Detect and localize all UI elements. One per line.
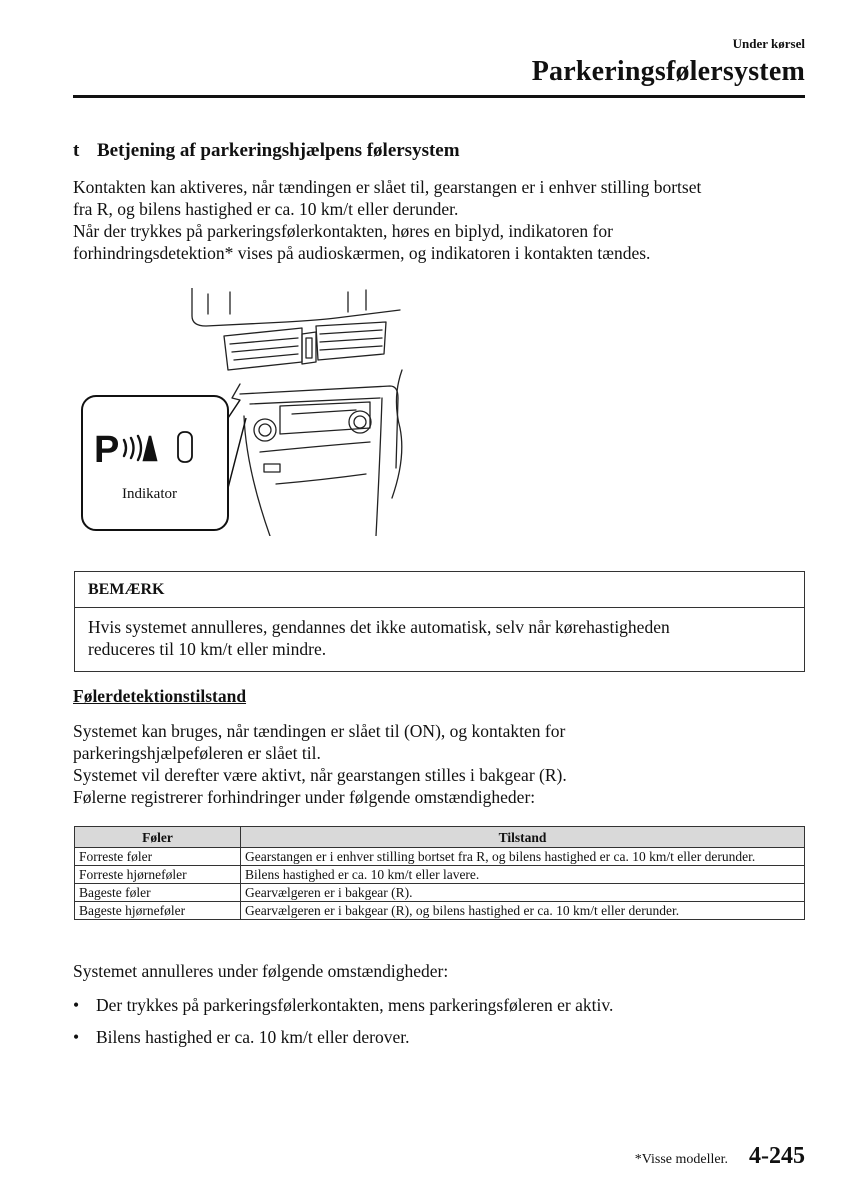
detection-line: Systemet vil derefter være aktivt, når gearstangen stilles i bakgear (R). — [73, 765, 567, 785]
list-item — [73, 994, 813, 1016]
sensor-cell: Bageste hjørneføler — [75, 902, 241, 920]
condition-cell: Gearstangen er i enhver stilling bortset fra R, og bilens hastighed er ca. 10 km/t eller derunder. — [241, 848, 805, 866]
section-heading-text: Betjening af parkeringshjælpens følersystem — [97, 140, 460, 161]
condition-cell: Gearvælgeren er i bakgear (R). — [241, 884, 805, 902]
section-heading — [73, 140, 460, 162]
table-row — [75, 866, 805, 884]
condition-cell: Gearvælgeren er i bakgear (R), og bilens hastighed er ca. 10 km/t eller derunder. — [241, 902, 805, 920]
running-header-section: Under kørsel — [732, 36, 805, 51]
table-row — [75, 848, 805, 866]
column-header-sensor: Føler — [75, 827, 241, 848]
list-item-text: Der trykkes på parkeringsfølerkontakten, mens parkeringsføleren er aktiv. — [96, 995, 614, 1015]
bullet-icon: • — [73, 1027, 80, 1047]
cancel-intro: Systemet annulleres under følgende omstændigheder: — [73, 961, 449, 981]
section-marker: t — [73, 140, 80, 161]
table-header-row — [75, 827, 805, 848]
bullet-icon: • — [73, 995, 80, 1015]
indicator-lamp — [178, 432, 192, 462]
sensor-cell: Forreste hjørneføler — [75, 866, 241, 884]
header-rule — [73, 95, 805, 98]
note-body — [75, 608, 804, 668]
table-row — [75, 902, 805, 920]
sensor-cell: Forreste føler — [75, 848, 241, 866]
cancel-list — [73, 994, 813, 1058]
note-line: Hvis systemet annulleres, gendannes det ikke automatisk, selv når kørehastigheden — [88, 617, 670, 637]
detection-line: Følerne registrerer forhindringer under følgende omstændigheder: — [73, 787, 536, 807]
list-item-text: Bilens hastighed er ca. 10 km/t eller derover. — [96, 1027, 410, 1047]
intro-line: Kontakten kan aktiveres, når tændingen er slået til, gearstangen er i enhver stilling bortset — [73, 177, 702, 197]
page-number: 4-245 — [749, 1143, 805, 1169]
sensor-cell: Bageste føler — [75, 884, 241, 902]
dashboard-illustration — [80, 288, 410, 536]
detection-line: parkeringshjælpeføleren er slået til. — [73, 743, 321, 763]
table-row — [75, 884, 805, 902]
sensor-condition-table — [74, 826, 805, 920]
condition-cell: Bilens hastighed er ca. 10 km/t eller lavere. — [241, 866, 805, 884]
note-heading: BEMÆRK — [75, 572, 804, 608]
list-item — [73, 1026, 813, 1048]
detection-line: Systemet kan bruges, når tændingen er slået til (ON), og kontakten for — [73, 721, 566, 741]
switch-letter: P — [94, 429, 120, 471]
indicator-label: Indikator — [122, 486, 177, 502]
intro-line: Når der trykkes på parkeringsfølerkontakten, høres en biplyd, indikatoren for — [73, 221, 613, 241]
note-line: reduceres til 10 km/t eller mindre. — [88, 639, 327, 659]
detection-paragraph — [73, 720, 813, 808]
note-box — [74, 571, 805, 672]
intro-paragraph — [73, 176, 813, 264]
intro-line: fra R, og bilens hastighed er ca. 10 km/t eller derunder. — [73, 199, 459, 219]
intro-line: forhindringsdetektion* vises på audioskærmen, og indikatoren i kontakten tændes. — [73, 243, 651, 263]
footnote: *Visse modeller. — [634, 1152, 728, 1167]
page-title: Parkeringsfølersystem — [531, 56, 805, 87]
column-header-condition: Tilstand — [241, 827, 805, 848]
detection-heading: Følerdetektionstilstand — [73, 686, 247, 706]
